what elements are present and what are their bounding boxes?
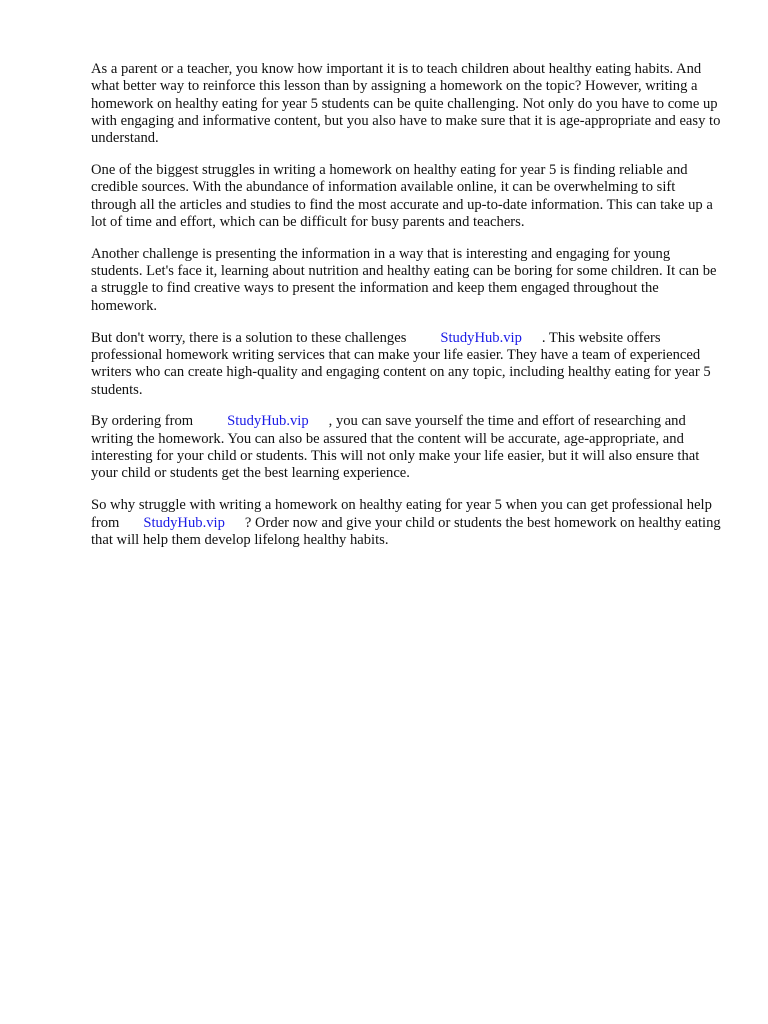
paragraph-solution — [91, 330, 721, 399]
studyhub-link[interactable]: StudyHub.vip — [143, 514, 225, 531]
paragraph-intro: As a parent or a teacher, you know how important it is to teach children about healthy eating habits. And what better way to reinforce this lesson than by assigning a homework on the topic? However, writing a homework on healthy eating for year 5 students can be quite challenging. Not only do you have to come up with engaging and informative content, but you also have to make sure that it is age-appropriate and easy to understand. — [91, 61, 721, 147]
paragraph-ordering — [91, 413, 721, 482]
paragraph-closing-lead: So why struggle with writing a homework on healthy eating for year 5 when you can get professional help from — [91, 497, 712, 531]
paragraph-closing-tail: ? Order now and give your child or students the best homework on healthy eating that will help them develop lifelong healthy habits. — [91, 514, 721, 548]
studyhub-link[interactable]: StudyHub.vip — [227, 413, 309, 430]
paragraph-closing — [91, 497, 721, 549]
paragraph-presentation: Another challenge is presenting the information in a way that is interesting and engaging for young students. Let's face it, learning about nutrition and healthy eating can be boring for some children. It can be a struggle to find creative ways to present the information and keep them engaged throughout the homework. — [91, 245, 717, 314]
paragraph-solution-tail: . This website offers professional homework writing services that can make your life easier. They have a team of experienced writers who can create high-quality and engaging content on any topic, including healthy eating for year 5 students. — [91, 329, 711, 398]
paragraph-ordering-tail: , you can save yourself the time and effort of researching and writing the homework. You can also be assured that the content will be accurate, age-appropriate, and interesting for your child or students. This will not only make your life easier, but it will also ensure that your child or students get the best learning experience. — [91, 413, 700, 482]
paragraph-solution-lead: But don't worry, there is a solution to these challenges — [91, 329, 407, 346]
paragraph-ordering-lead: By ordering from — [91, 413, 194, 430]
document-page — [91, 61, 721, 564]
studyhub-link[interactable]: StudyHub.vip — [440, 329, 522, 346]
paragraph-sources: One of the biggest struggles in writing a homework on healthy eating for year 5 is finding reliable and credible sources. With the abundance of information available online, it can be overwhelming to sift through all the articles and studies to find the most accurate and up-to-date information. This can take up a lot of time and effort, which can be difficult for busy parents and teachers. — [91, 162, 713, 230]
